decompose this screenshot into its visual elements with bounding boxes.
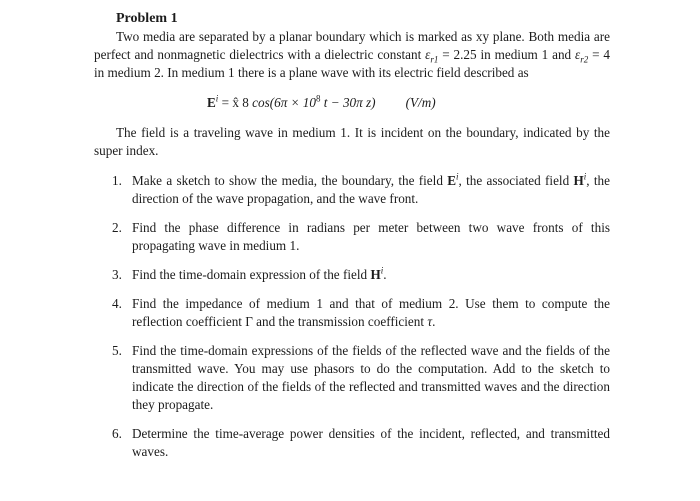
list-item (94, 172, 610, 208)
field-h-superscript: i (380, 265, 384, 276)
epsilon-r1-symbol: ε (425, 47, 431, 62)
intro-value-1: = 2.25 in medium 1 and (438, 47, 576, 62)
item-text: Make a sketch to show the media, the boundary, the field (132, 173, 448, 188)
item-text: Determine the time-average power densities of the incident, reflected, and transmitted waves. (132, 426, 610, 459)
item-text: , the associated field (458, 173, 574, 188)
intro-text-a: Two media are separated by a planar boundary which is marked as xy plane. Both media are perfect and nonmagnetic dielectrics with a dielectric constant (94, 29, 610, 62)
second-paragraph: The field is a traveling wave in medium 1. It is incident on the boundary, indicated by the super index. (94, 125, 610, 158)
field-e-symbol: E (447, 173, 457, 188)
problem-title: Problem 1 (116, 11, 178, 26)
intro-value-2: = 4 in medium 2. In medium 1 there is a plane wave with its electric field described as (94, 47, 610, 80)
equation-lhs-superscript: i (215, 93, 219, 104)
item-text: , the direction of the wave propagation, and the wave front. (132, 173, 610, 206)
item-number: 2. (112, 220, 122, 235)
equation-mid: = x̂ 8 (218, 95, 253, 110)
epsilon-r2-subscript: r2 (580, 54, 589, 65)
equation-func: cos (252, 95, 270, 110)
field-h-symbol: H (573, 173, 584, 188)
item-number: 4. (112, 296, 122, 311)
item-text: . (432, 314, 436, 329)
list-item (94, 219, 610, 255)
item-number: 1. (112, 173, 122, 188)
equation-args: (6π × 10 (269, 95, 316, 110)
field-e-superscript: i (456, 171, 459, 182)
field-h-symbol: H (370, 267, 381, 282)
item-number: 3. (112, 267, 122, 282)
equation-lhs: E (207, 95, 216, 110)
item-text: Find the impedance of medium 1 and that of medium 2. Use them to compute the reflection coefficient Γ and the transmission coefficient (132, 296, 610, 329)
item-text: Find the time-domain expressions of the fields of the reflected wave and the fields of the transmitted wave. You may use phasors to do the computation. Add to the sketch to indicate the direction of the fields of the reflected and transmitted waves and the direction they propagate. (132, 343, 610, 412)
epsilon-r2-symbol: ε (575, 47, 581, 62)
intro-paragraph (94, 28, 610, 82)
epsilon-r1-subscript: r1 (430, 54, 439, 65)
item-number: 5. (112, 343, 122, 358)
item-number: 6. (112, 426, 122, 441)
item-text: Find the phase difference in radians per meter between two wave fronts of this propagating wave in medium 1. (132, 220, 610, 253)
field-h-superscript: i (583, 171, 587, 182)
list-item (94, 342, 610, 414)
question-list (94, 172, 610, 461)
equation-exponent: 8 (316, 93, 321, 104)
problem-document (94, 10, 610, 472)
item-text: Find the time-domain expression of the field (132, 267, 371, 282)
item-text: . (383, 267, 387, 282)
list-item (94, 295, 610, 331)
list-item (94, 425, 610, 461)
equation-unit: (V/m) (405, 95, 436, 110)
electric-field-equation (94, 94, 610, 112)
equation-tail: t − 30π z) (320, 95, 376, 110)
list-item (94, 266, 610, 284)
tau-symbol: τ (427, 314, 433, 329)
